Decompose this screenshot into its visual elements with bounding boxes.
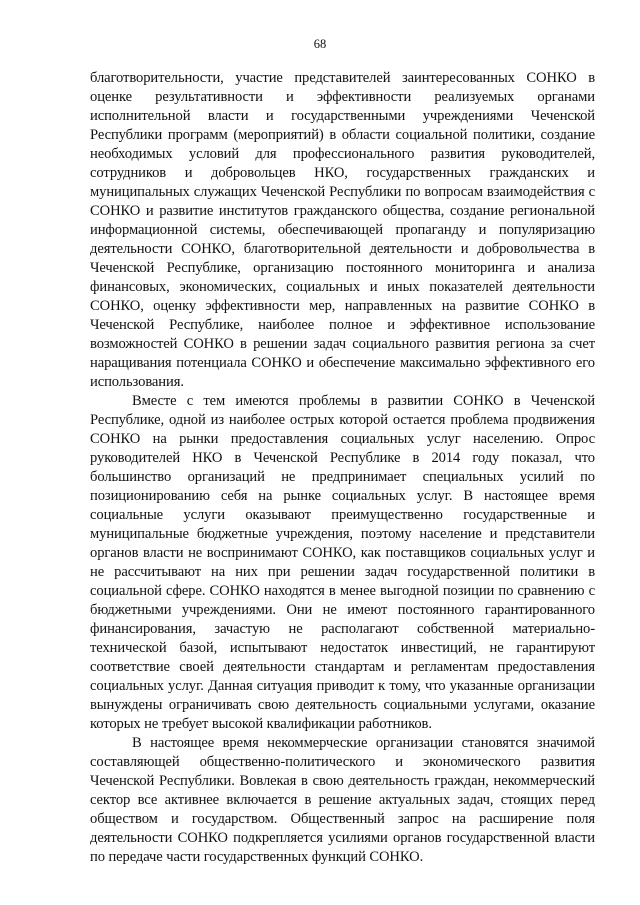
paragraph-2: Вместе с тем имеются проблемы в развитии СОНКО в Чеченской Республике, одной из наиболее острых которой остается проблема продвижения СОНКО на рынки предоставления социальных услуг населению. Опрос руководителей НКО в Чеченской Республике в 2014 году показал, что большинство организаций не предпринимает специальных усилий по позиционированию себя на рынке социальных услуг. В настоящее время социальные услуги оказывают преимущественно государственные и муниципальные бюджетные учреждения, поэтому население и представители органов власти не воспринимают СОНКО, как поставщиков социальных услуг и не рассчитывают на них при решении задач государственной политики в социальной сфере. СОНКО находятся в менее выгодной позиции по сравнению с бюджетными учреждениями. Они не имеют постоянного гарантированного финансирования, зачастую не располагают собственной материально-технической базой, испытывают недостаток инвестиций, не гарантируют соответствие своей деятельности стандартам и регламентам предоставления социальных услуг. Данная ситуация приводит к тому, что указанные организации вынуждены ограничивать свою деятельность социальными услугами, оказание которых не требует высокой квалификации работников.	[90, 393, 595, 732]
page-number: 68	[313, 37, 327, 51]
paragraph-1: благотворительности, участие представителей заинтересованных СОНКО в оценке результативности и эффективности реализуемых органами исполнительной власти и государственными учреждениями Чеченской Республики программ (мероприятий) в области социальной политики, создание необходимых условий для профессионального развития руководителей, сотрудников и добровольцев НКО, государственных гражданских и муниципальных служащих Чеченской Республики по вопросам взаимодействия с СОНКО и развитие институтов гражданского общества, создание региональной информационной системы, обеспечивающей пропаганду и популяризацию деятельности СОНКО, благотворительной деятельности и добровольчества в Чеченской Республике, организацию постоянного мониторинга и анализа финансовых, экономических, социальных и иных показателей деятельности СОНКО, оценку эффективности мер, направленных на развитие СОНКО в Чеченской Республике, наиболее полное и эффективное использование возможностей СОНКО в решении задач социального развития региона за счет наращивания потенциала СОНКО и обеспечение максимально эффективного его использования.	[90, 70, 595, 390]
paragraph-3: В настоящее время некоммерческие организации становятся значимой составляющей общественно-политического и экономического развития Чеченской Республики. Вовлекая в свою деятельность граждан, некоммерческий сектор все активнее включается в решение актуальных задач, стоящих перед обществом и государством. Общественный запрос на расширение поля деятельности СОНКО подкрепляется усилиями органов государственной власти по передаче части государственных функций СОНКО.	[90, 735, 595, 865]
document-body	[90, 69, 595, 867]
